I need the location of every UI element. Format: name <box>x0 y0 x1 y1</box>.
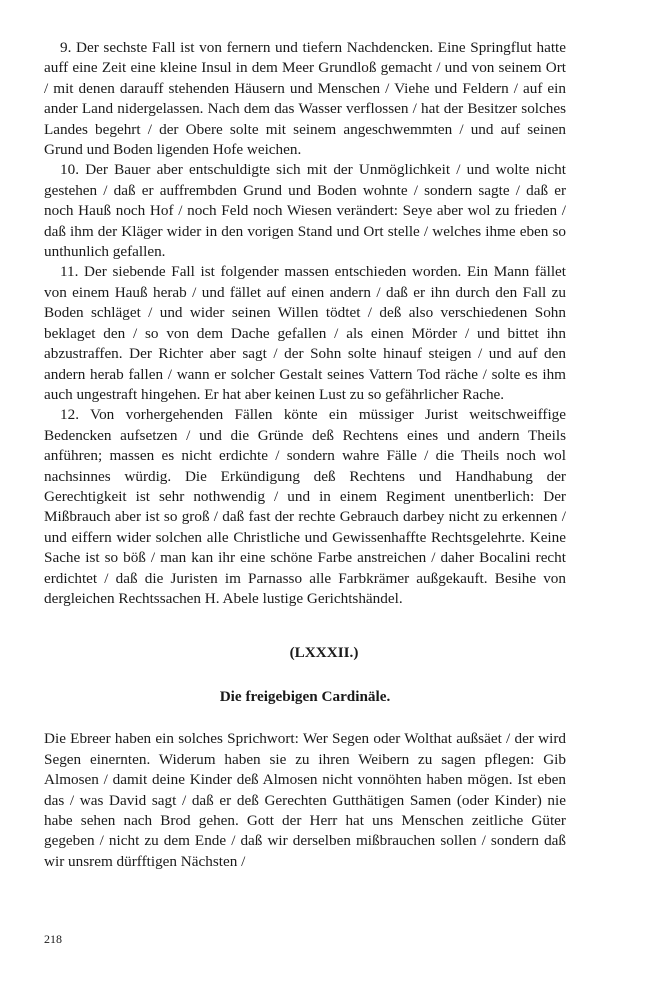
page-content <box>44 38 566 872</box>
chapter-number: (LXXXII.) <box>289 644 359 662</box>
paragraph-12: 12. Von vorhergehenden Fällen könte ein müssiger Jurist weitschweiffige Bedencken aufsetzen / und die Gründe deß Rechtens eines und andern Theils anführen; massen es nicht erdichte / sondern wahre Fälle / die Theils noch wol nachsinnes würdig. Die Erkündigung deß Rechtens und Handhabung der Gerechtigkeit ist sehr nothwendig / und in einem Regiment unentberlich: Der Mißbrauch aber ist so groß / daß fast der rechte Gebrauch darbey nicht zu erkennen / und eiffern wider solchen alle Christliche und Gewissenhaffte Rechtsgelehrte. Keine Sache ist so böß / man kan ihr eine schöne Farbe anstreichen / daher Bocalini recht erdichtet / daß die Juristen im Parnasso alle Farbkrämer außgekauft. Besihe von dergleichen Rechtssachen H. Abele lustige Gerichtshändel. <box>44 406 566 607</box>
paragraph-10: 10. Der Bauer aber entschuldigte sich mit der Unmöglichkeit / und wolte nicht gestehen / daß er auffrembden Grund und Boden wohnte / sondern sagte / daß er noch Hauß noch Hof / noch Feld noch Wiesen verändert: Seye aber wol zu frieden / daß ihm der Kläger wider in den vorigen Stand und Ort stelle / welches ihme eben so unthunlich gefallen. <box>44 161 566 261</box>
chapter-title: Die freigebigen Cardinäle. <box>219 688 391 706</box>
chapter-body-paragraph: Die Ebreer haben ein solches Sprichwort: Wer Segen oder Wolthat außsäet / der wird Segen einernten. Widerum haben sie zu ihren Weibern zu sagen pflegen: Gib Almosen / damit deine Kinder deß Almosen nicht vonnöhten haben mögen. Ist eben das / was David sagt / daß er deß Gerechten Gutthätigen Samen (oder Kinder) nie habe sehen nach Brod gehen. Gott der Herr hat uns Menschen zeitliche Güter gegeben / nicht zu dem Ende / daß wir derselben mißbrauchen sollen / sondern daß wir unsrem dürfftigen Nächsten / <box>44 730 566 870</box>
paragraph-11: 11. Der siebende Fall ist folgender massen entschieden worden. Ein Mann fället von einem Hauß herab / und fället auf einen andern / daß er ihn durch den Fall zu Boden schläget / und wider seinen Willen tödtet / deß also verschiedenen Sohn beklaget den / so von dem Dache gefallen / als einen Mörder / und bittet ihn abzustraffen. Der Richter aber sagt / der Sohn solte hinauf steigen / und auf den andern herab fallen / wann er solcher Gestalt seines Vattern Tod räche / solte es ihm auch ungestraft hingehen. Er hat aber keinen Lust zu so gefährlicher Rache. <box>44 263 566 403</box>
paragraph-9: 9. Der sechste Fall ist von fernern und tiefern Nachdencken. Eine Springflut hatte auff eine Zeit eine kleine Insul in dem Meer Grundloß gemacht / und von seinem Ort / mit denen darauff stehenden Häusern und Menschen / Viehe und Feldern / auf ein ander Land nidergelassen. Nach dem das Wasser verflossen / hat der Besitzer solches Landes begehrt / der Obere solte mit seinem angeschwemmten / und auf seinen Grund und Boden ligenden Hofe weichen. <box>44 39 566 159</box>
page-number: 218 <box>44 932 62 946</box>
